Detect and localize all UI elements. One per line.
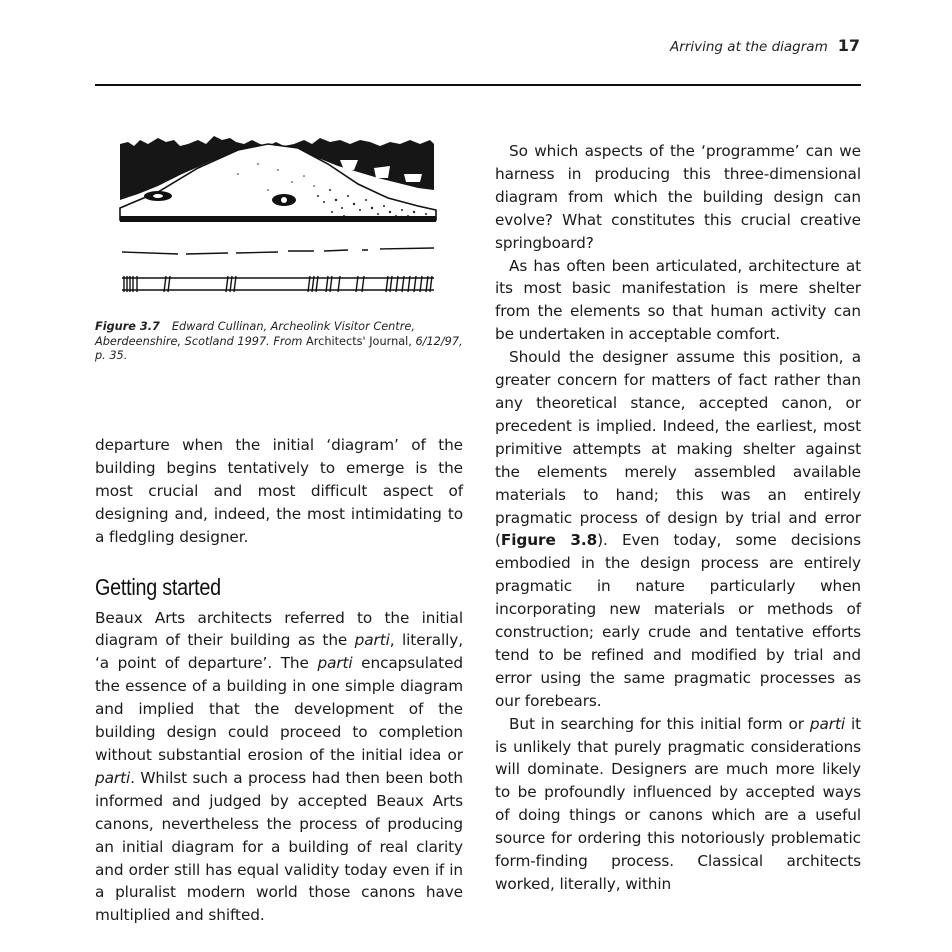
header-rule bbox=[95, 84, 861, 86]
right-paragraph-1: So which aspects of the ‘programme’ can we harness in producing this three-dimensional diagram from which the building design can evolve? What constitutes this crucial creative springboard? bbox=[495, 142, 861, 252]
left-column bbox=[95, 434, 463, 927]
running-head bbox=[670, 36, 860, 55]
sketch-dashed-line bbox=[122, 248, 434, 254]
sketch-elevation bbox=[122, 276, 434, 292]
caption-main: Edward Cullinan, Archeolink Visitor Centre, Aberdeenshire, Scotland 1997. From bbox=[95, 320, 415, 348]
right-paragraph-4: But in searching for this initial form or parti it is unlikely that purely pragmatic considerations will dominate. Designers are much more likely to be profoundly influenced by accepted ways of doing things or canons which are a useful source for ordering this notoriously problematic form-finding process. Classical architects worked, literally, within bbox=[495, 714, 862, 893]
right-paragraph-3: Should the designer assume this position, a greater concern for matters of fact rather than any theoretical stance, accepted canon, or precedent is implied. Indeed, the earliest, most primitive attempts at making shelter against the elements merely assembled available materials to hand; this was an entirely pragmatic process of design by trial and error (Figure 3.8). Even today, some decisions embodied in the design process are entirely pragmatic in nature particularly when incorporating new materials or methods of construction; early crude and tentative efforts tend to be refined and modified by trial and error using the same pragmatic processes as our forebears. bbox=[495, 348, 861, 710]
figure-caption bbox=[95, 320, 467, 364]
caption-source: Architects' Journal, bbox=[305, 334, 412, 348]
sketch-ground bbox=[120, 216, 436, 222]
figure-sketch bbox=[118, 130, 440, 306]
right-column bbox=[495, 140, 861, 896]
right-paragraph-2: As has often been articulated, architecture at its most basic manifestation is mere shelter from the elements so that human activity can be undertaken in acceptable comfort. bbox=[495, 256, 861, 344]
left-paragraph-2: Beaux Arts architects referred to the initial diagram of their building as the parti, literally, ‘a point of departure’. The parti encapsulated the essence of a building in one simple diagram and implied that the development of the building design could proceed to completion without substantial erosion of the initial idea or parti. Whilst such a process had then been both informed and judged by accepted Beaux Arts canons, nevertheless the process of producing an initial diagram for a building of real clarity and order still has equal validity today even if in a pluralist modern world those canons have multiplied and shifted. bbox=[95, 608, 463, 925]
left-paragraph-1: departure when the initial ‘diagram’ of the building begins tentatively to emerge is the most crucial and most difficult aspect of designing and, indeed, the most intimidating to a fledgling designer. bbox=[95, 436, 463, 546]
figure-label: Figure 3.7 bbox=[95, 320, 160, 333]
running-title: Arriving at the diagram bbox=[670, 39, 828, 55]
figure-reference-link: Figure 3.8 bbox=[500, 531, 598, 550]
page-number: 17 bbox=[837, 36, 860, 55]
caption-tail: 6/12/97, p. 35. bbox=[95, 334, 463, 363]
section-heading: Getting started bbox=[95, 573, 221, 600]
